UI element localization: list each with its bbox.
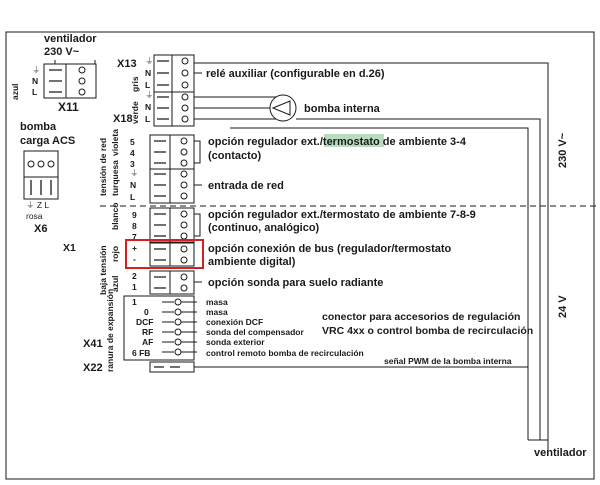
x41-desc-4: sonda exterior [206, 337, 265, 347]
violeta-pin-3: 3 [130, 159, 135, 169]
x18-id: X18 [113, 113, 133, 125]
violeta-pin-4: 4 [130, 148, 135, 158]
x41-desc-3: sonda del compensador [206, 327, 304, 337]
mains-group-label: tensión de red [98, 137, 108, 196]
x13-pin-ground: ⏚ [145, 56, 154, 66]
violeta-pin-5: 5 [130, 137, 135, 147]
x18-pin-l: L [145, 114, 151, 124]
acs-pump-line1: bomba [20, 121, 57, 133]
blanco-desc2: (continuo, analógico) [208, 222, 320, 234]
fan-label-top: ventilador [44, 33, 97, 45]
rojo-desc2: ambiente digital) [208, 256, 296, 268]
rojo-pin-minus: - [133, 254, 136, 264]
svg-text:opción regulador ext./termosta [208, 136, 467, 148]
acs-id: X6 [34, 223, 48, 235]
azul-low-color: azul [110, 275, 120, 292]
azul-low-desc: opción sonda para suelo radiante [208, 277, 384, 289]
acs-pump-line2: carga ACS [20, 135, 76, 147]
x41-note2: VRC 4xx o control bomba de recirculación [322, 325, 534, 337]
azul-low-pin-2: 2 [132, 271, 137, 281]
violeta-desc2: (contacto) [208, 150, 262, 162]
x41-pin-af: AF [142, 337, 154, 347]
blanco-pin-9: 9 [132, 210, 137, 220]
fan-label-bottom: ventilador [534, 447, 587, 459]
x41-pin-dcf: DCF [136, 317, 154, 327]
azul-low-pin-1: 1 [132, 282, 137, 292]
blanco-pin-8: 8 [132, 221, 137, 231]
violeta-desc-highlight: termostato [322, 136, 380, 148]
x41-desc-2: conexión DCF [206, 317, 264, 327]
acs-pins: ⏚ Z L [26, 200, 50, 210]
rojo-color: rojo [110, 245, 120, 262]
acs-socket [24, 151, 58, 177]
x1-group-label: baja tensión [98, 245, 108, 295]
x41-note1: conector para accesorios de regulación [322, 311, 521, 323]
x13-color: gris [130, 76, 140, 92]
x11-pin-l: L [32, 87, 38, 97]
rojo-pin-plus: + [132, 243, 137, 253]
x41-pin-1: 1 [132, 297, 137, 307]
turquesa-desc: entrada de red [208, 180, 284, 192]
x41-desc-0: masa [206, 297, 228, 307]
x41-pin-rf: RF [142, 327, 154, 337]
x13-id: X13 [117, 58, 137, 70]
x13-pin-l: L [145, 80, 151, 90]
x18-desc: bomba interna [304, 103, 380, 115]
x11-pin-n: N [32, 76, 39, 86]
violeta-desc1: opción regulador ext./ [208, 136, 323, 148]
x41-pin-fb: 6 FB [132, 348, 151, 358]
violeta-label: violeta [110, 129, 120, 156]
x41-id: X41 [83, 338, 103, 350]
turquesa-pin-l: L [130, 192, 136, 202]
x22-id: X22 [83, 362, 103, 374]
rojo-desc1: opción conexión de bus (regulador/termostato [208, 243, 452, 255]
blanco-desc1: opción regulador ext./termostato de ambiente 7-8-9 [208, 209, 476, 221]
x13-desc: relé auxiliar (configurable en d.26) [206, 68, 385, 80]
voltage-high-label: 230 V~ [557, 132, 569, 168]
x11-id: X11 [58, 100, 79, 114]
blanco-pin-7: 7 [132, 232, 137, 242]
blanco-color: blanco [110, 202, 120, 230]
x11-pin-ground: ⏚ [32, 65, 41, 75]
acs-color: rosa [26, 211, 43, 221]
x41-group-label: ranura de expansión [105, 288, 115, 372]
x41-desc-5: control remoto bomba de recirculación [206, 348, 364, 358]
turquesa-pin-n: N [130, 180, 137, 190]
x1-id: X1 [63, 242, 76, 254]
x11-color: azul [10, 83, 20, 100]
x13-pin-n: N [145, 68, 152, 78]
violeta-desc-tail: de ambiente 3-4 [379, 136, 466, 148]
fan-voltage-top: 230 V~ [44, 46, 80, 58]
x18-color: verde [130, 101, 140, 124]
x41-desc-1: masa [206, 307, 228, 317]
turquesa-label: turquesa [110, 160, 120, 196]
x22-desc: señal PWM de la bomba interna [384, 356, 512, 366]
x18-pin-n: N [145, 102, 152, 112]
turquesa-pin-ground: ⏚ [130, 168, 139, 178]
x11-socket [66, 64, 96, 98]
x41-pin-0: 0 [144, 307, 149, 317]
x18-pin-ground: ⏚ [145, 90, 154, 100]
voltage-low-label: 24 V [557, 295, 569, 318]
